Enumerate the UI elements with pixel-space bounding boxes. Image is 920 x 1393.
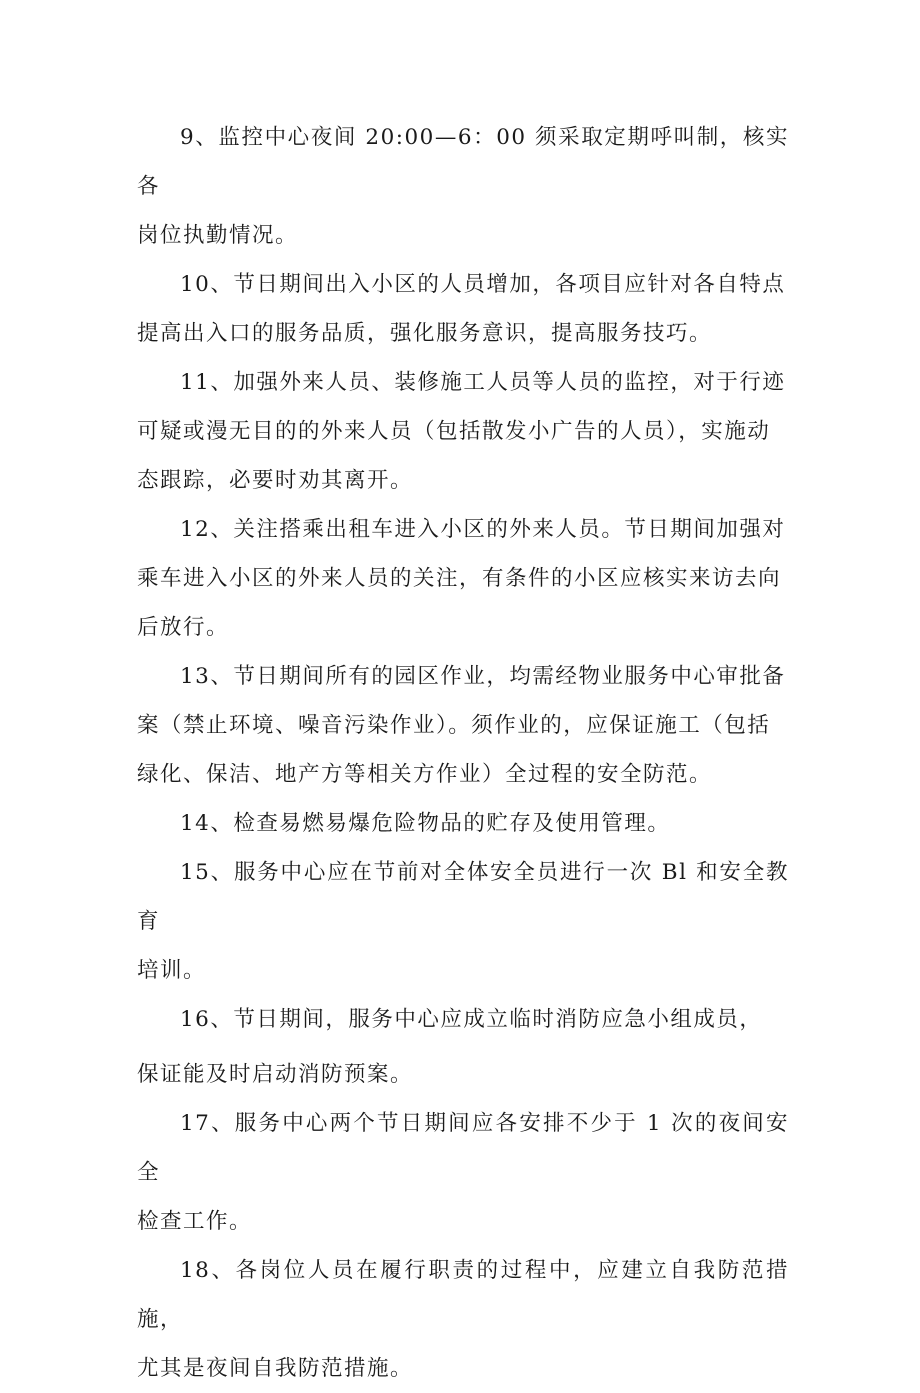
paragraph-line: 培训。 bbox=[137, 958, 207, 983]
paragraph-line: 16、节日期间，服务中心应成立临时消防应急小组成员， bbox=[180, 1007, 763, 1032]
paragraph-line: 岗位执勤情况。 bbox=[137, 223, 299, 248]
paragraph-line: 15、服务中心应在节前对全体安全员进行一次 Bl 和安全教育 bbox=[137, 860, 789, 934]
paragraph-line: 乘车进入小区的外来人员的关注，有条件的小区应核实来访去向 bbox=[137, 566, 782, 591]
paragraph-item-17 bbox=[137, 1099, 789, 1246]
paragraph-item-13 bbox=[137, 652, 789, 799]
paragraph-line: 11、加强外来人员、装修施工人员等人员的监控，对于行迹 bbox=[180, 370, 786, 395]
paragraph-item-12 bbox=[137, 505, 789, 652]
paragraph-item-14 bbox=[137, 799, 789, 848]
paragraph-line: 提高出入口的服务品质，强化服务意识，提高服务技巧。 bbox=[137, 321, 713, 346]
paragraph-item-18 bbox=[137, 1246, 789, 1393]
paragraph-item-15 bbox=[137, 848, 789, 995]
document-body bbox=[137, 113, 789, 1393]
paragraph-line: 绿化、保洁、地产方等相关方作业）全过程的安全防范。 bbox=[137, 762, 713, 787]
paragraph-line: 14、检查易燃易爆危险物品的贮存及使用管理。 bbox=[180, 811, 671, 836]
paragraph-line: 13、节日期间所有的园区作业，均需经物业服务中心审批备 bbox=[180, 664, 786, 689]
paragraph-line: 保证能及时启动消防预案。 bbox=[137, 1062, 414, 1087]
paragraph-item-10 bbox=[137, 260, 789, 358]
paragraph-line: 9、监控中心夜间 20:00—6：00 须采取定期呼叫制，核实各 bbox=[137, 125, 789, 199]
paragraph-line: 后放行。 bbox=[137, 615, 230, 640]
paragraph-line: 态跟踪，必要时劝其离开。 bbox=[137, 468, 414, 493]
paragraph-item-11 bbox=[137, 358, 789, 505]
paragraph-line: 10、节日期间出入小区的人员增加，各项目应针对各自特点 bbox=[180, 272, 786, 297]
paragraph-line: 案（禁止环境、噪音污染作业）。须作业的，应保证施工（包括 bbox=[137, 713, 771, 738]
paragraph-item-9 bbox=[137, 113, 789, 260]
paragraph-line: 18、各岗位人员在履行职责的过程中，应建立自我防范措施， bbox=[137, 1258, 789, 1332]
paragraph-line: 17、服务中心两个节日期间应各安排不少于 1 次的夜间安全 bbox=[137, 1111, 789, 1185]
paragraph-line: 12、关注搭乘出租车进入小区的外来人员。节日期间加强对 bbox=[180, 517, 786, 542]
paragraph-line: 尤其是夜间自我防范措施。 bbox=[137, 1356, 414, 1381]
paragraph-line: 检查工作。 bbox=[137, 1209, 253, 1234]
paragraph-line: 可疑或漫无目的的外来人员（包括散发小广告的人员），实施动 bbox=[137, 419, 771, 444]
paragraph-item-16 bbox=[137, 995, 789, 1099]
